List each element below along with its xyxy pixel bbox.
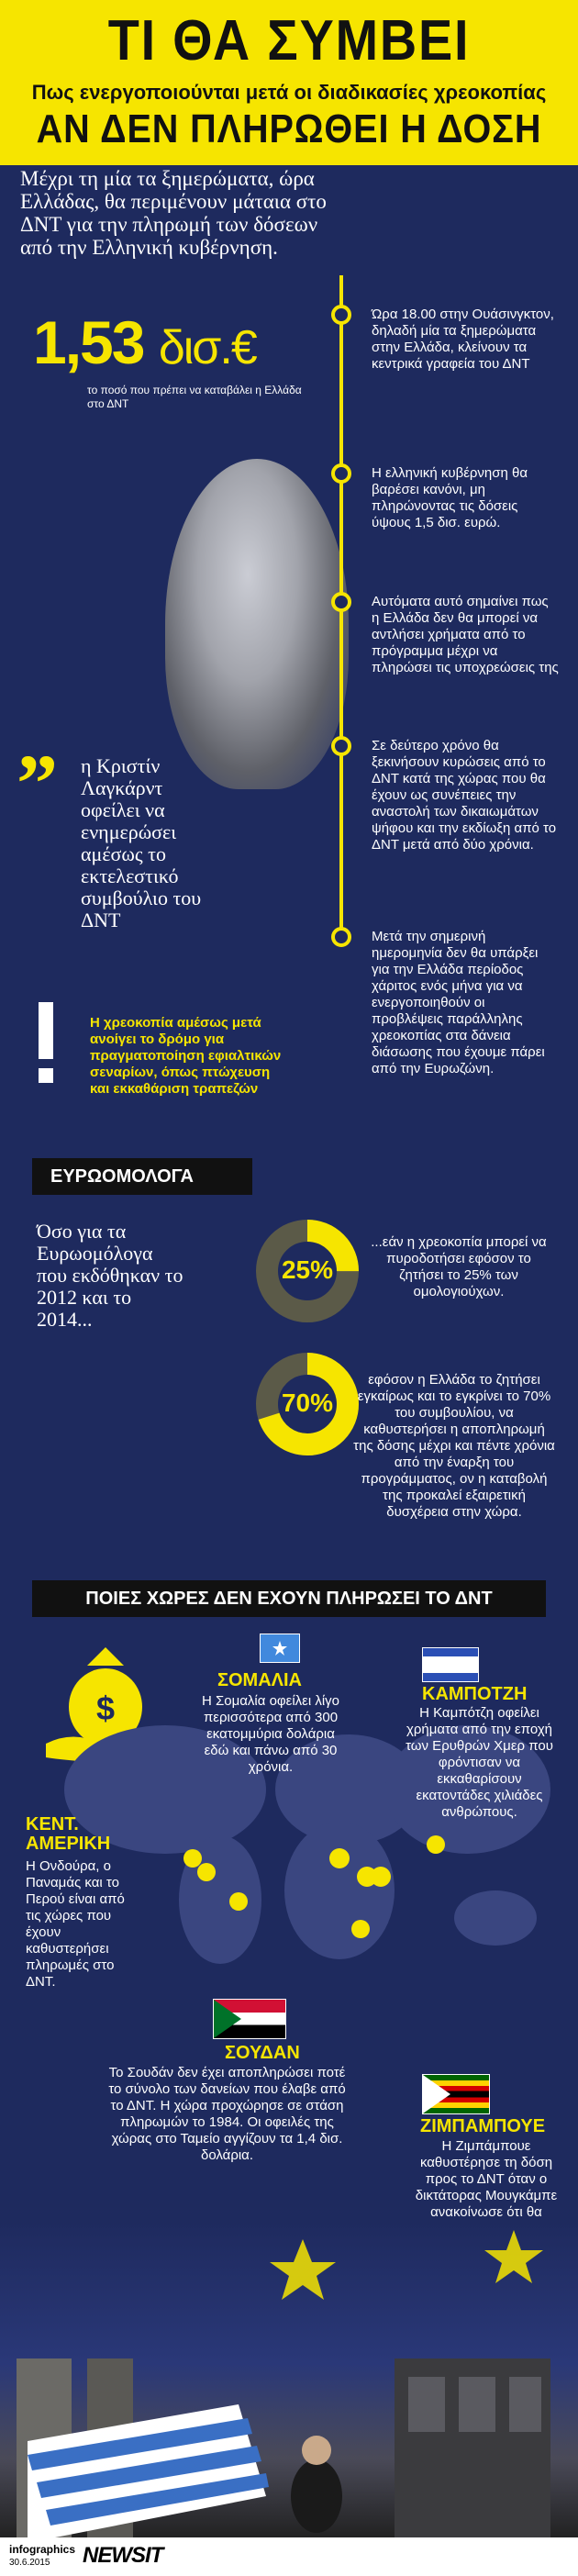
amount-value: 1,53	[33, 308, 144, 376]
footer	[0, 2537, 578, 2576]
warning-text: Η χρεοκοπία αμέσως μετά ανοίγει το δρόμο για πραγματοποίηση εφιαλτικών σεναρίων, όπως πτώχευση και εκκαθάριση τραπεζών	[90, 1015, 282, 1097]
somalia-flag	[260, 1634, 300, 1663]
bottom-photo	[0, 2221, 578, 2537]
eurobonds-item-text: εφόσον η Ελλάδα το ζητήσει εγκαίρως και το εγκρίνει το 70% του συμβουλίου, να καθυστερήσει η αποπληρωμή της δόσης μέχρι και πέντε χρόνια από την έναρξη του προγράμματος, ον η καταβολή της προκαλεί εξαιρετική δυσχέρεια στην χώρα.	[353, 1372, 555, 1520]
timeline-item: Σε δεύτερο χρόνο θα ξεκινήσουν κυρώσεις από το ΔΝΤ κατά της χώρας που θα έχουν ως συνέπειες την αναστολή των δικαιωμάτων ψήφου και την εκδίωξη από το ΔΝΤ μετά από δύο χρόνια.	[372, 738, 557, 853]
newsit-logo: NEWSIT	[83, 2543, 163, 2568]
timeline-dot	[331, 592, 351, 612]
sudan-flag	[213, 1999, 286, 2039]
quote-icon: ”	[17, 739, 58, 830]
timeline-item: Η ελληνική κυβέρνηση θα βαρέσει κανόνι, μη πληρώνοντας τις δόσεις ύψους 1,5 δισ. ευρώ.	[372, 465, 528, 530]
sudan-name: ΣΟΥΔΑΝ	[225, 2043, 300, 2063]
intro-text: Μέχρι τη μία τα ξημερώματα, ώρα Ελλάδας, θα περιμένουν μάταια στο ΔΝΤ για την πληρωμή των δόσεων από την Ελληνική κυβέρνηση.	[20, 167, 327, 259]
eurobonds-intro: Όσο για τα Ευρωομόλογα που εκδόθηκαν το 2012 και το 2014...	[37, 1220, 183, 1331]
greek-flag-scene	[0, 2221, 578, 2537]
quote-text: η Κριστίν Λαγκάρντ οφείλει να ενημερώσει αμέσως το εκτελεστικό συμβούλιο του ΔΝΤ	[81, 754, 202, 931]
page-subtitle-2: ΑΝ ΔΕΝ ΠΛΗΡΩΘΕΙ Η ΔΟΣΗ	[36, 106, 542, 151]
timeline-dot	[331, 927, 351, 947]
eurobonds-item-text: ...εάν η χρεοκοπία μπορεί να πυροδοτήσει εφόσον το ζητήσει το 25% των ομολογιούχων.	[371, 1234, 547, 1299]
countries-heading: ΠΟΙΕΣ ΧΩΡΕΣ ΔΕΝ ΕΧΟΥΝ ΠΛΗΡΩΣΕΙ ΤΟ ΔΝΤ	[32, 1580, 546, 1617]
amount	[33, 307, 256, 377]
zimbabwe-name: ΖΙΜΠΑΜΠΟΥΕ	[420, 2116, 546, 2136]
central-america-text: Η Ονδούρα, ο Παναμάς και το Περού είναι από τις χώρες που έχουν καθυστερήσει πληρωμές στο ΔΝΤ.	[26, 1858, 125, 1990]
lagarde-portrait	[165, 459, 349, 789]
amount-note: το ποσό που πρέπει να καταβάλει η Ελλάδα στο ΔΝΤ	[87, 384, 302, 410]
timeline-item: Ώρα 18.00 στην Ουάσινγκτον, δηλαδή μία τα ξημερώματα στην Ελλάδα, κλείνουν τα κεντρικά γραφεία του ΔΝΤ	[372, 307, 554, 372]
cambodia-flag	[422, 1647, 479, 1682]
central-america-name: ΚΕΝΤ. ΑΜΕΡΙΚΗ	[26, 1814, 111, 1854]
zimbabwe-text: Η Ζιμπάμπουε καθυστέρησε τη δόση προς το ΔΝΤ όταν ο δικτάτορας Μουγκάμπε ανακοίνωσε ότι θα	[415, 2138, 558, 2220]
footer-date: 30.6.2015	[9, 2558, 50, 2568]
page-subtitle: Πως ενεργοποιούνται μετά οι διαδικασίες χρεοκοπίας	[31, 81, 547, 104]
footer-brand: infographics	[9, 2543, 76, 2556]
donut-25-label: 25%	[281, 1255, 334, 1284]
zimbabwe-flag	[422, 2074, 490, 2114]
svg-text:$: $	[95, 1689, 116, 1727]
donut-70-label: 70%	[281, 1388, 334, 1417]
timeline-item: Μετά την σημερινή ημερομηνία δεν θα υπάρξει για την Ελλάδα περίοδος χάριτος ενός μήνα για να ενεργοποιηθούν οι προβλέψεις παράλληλης χρεοκοπίας στα δάνεια διάσωσης που έχουμε πάρει από την Ευρωζώνη.	[372, 929, 545, 1076]
exclamation-icon	[28, 1000, 64, 1092]
somalia-name: ΣΟΜΑΛΙΑ	[217, 1670, 303, 1690]
timeline-dot	[331, 305, 351, 325]
timeline-dot	[331, 463, 351, 484]
cambodia-name: ΚΑΜΠΟΤΖΗ	[422, 1684, 528, 1704]
page-title: ΤΙ ΘΑ ΣΥΜΒΕΙ	[107, 9, 471, 72]
timeline-item: Αυτόματα αυτό σημαίνει πως η Ελλάδα δεν θα μπορεί να αντλήσει χρήματα από το πρόγραμμα μέχρι να πληρώσει τις υποχρεώσεις της	[372, 594, 559, 675]
title-band	[0, 0, 578, 165]
sudan-text: Το Σουδάν δεν έχει αποπληρώσει ποτέ το σύνολο των δανείων που έλαβε από το ΔΝΤ. Η χώρα προχώρησε σε στάση πληρωμών το 1984. Οι οφειλές της χώρας στο Ταμείο αγγίζουν τα 1,4 δισ. δολάρια.	[108, 2065, 346, 2163]
cambodia-text: Η Καμπότζη οφείλει χρήματα από την εποχή των Ερυθρών Χμερ που φρόντισαν να εκκαθαρίσουν εκατοντάδες χιλιάδες ανθρώπους.	[406, 1705, 553, 1820]
amount-unit: δισ.€	[158, 321, 256, 374]
somalia-text: Η Σομαλία οφείλει λίγο περισσότερα από 300 εκατομμύρια δολάρια εδώ και πάνω από 30 χρόνια.	[201, 1693, 340, 1775]
eurobonds-heading: ΕΥΡΩΟΜΟΛΟΓΑ	[32, 1158, 252, 1195]
timeline-dot	[331, 736, 351, 756]
